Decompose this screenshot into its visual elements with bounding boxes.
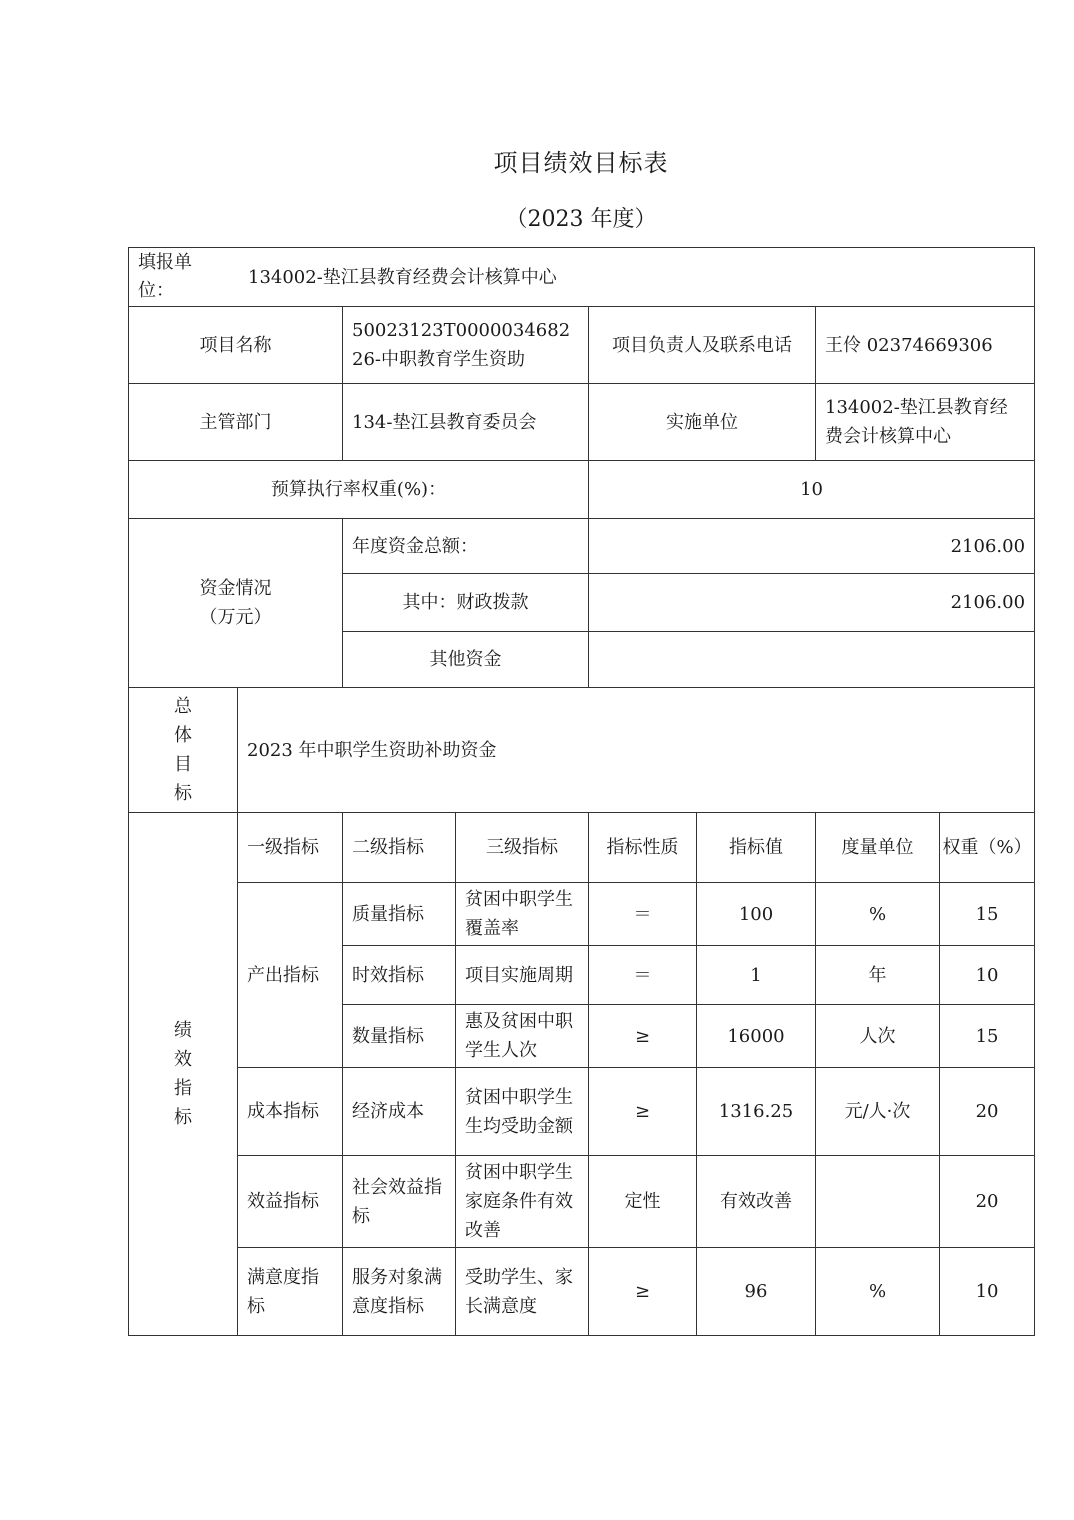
row2-nature: ＝ — [589, 946, 697, 1005]
row1-level2: 质量指标 — [343, 883, 456, 946]
header-weight: 权重（%） — [940, 813, 1035, 883]
row1-unit: % — [816, 883, 940, 946]
budget-weight-label: 预算执行率权重(%)： — [129, 461, 589, 519]
group-benefit: 效益指标 — [238, 1156, 343, 1248]
funds-total-value: 2106.00 — [589, 519, 1035, 574]
row1-nature: ＝ — [589, 883, 697, 946]
row1-level3: 贫困中职学生覆盖率 — [456, 883, 589, 946]
header-level3: 三级指标 — [456, 813, 589, 883]
row5-unit — [816, 1156, 940, 1248]
page-subtitle: （2023 年度） — [505, 207, 657, 232]
overall-goal-label — [129, 688, 238, 813]
row1-weight: 15 — [940, 883, 1035, 946]
fill-unit-row — [129, 248, 1035, 307]
row4-nature: ≥ — [589, 1068, 697, 1156]
group-satisfaction: 满意度指标 — [238, 1248, 343, 1336]
funds-total-label: 年度资金总额： — [343, 519, 589, 574]
row2-level3: 项目实施周期 — [456, 946, 589, 1005]
funds-other-label: 其他资金 — [343, 632, 589, 688]
row2-unit: 年 — [816, 946, 940, 1005]
row6-weight: 10 — [940, 1248, 1035, 1336]
funds-label — [129, 519, 343, 688]
supervisor-dept-value: 134-垫江县教育委员会 — [343, 384, 589, 461]
row5-weight: 20 — [940, 1156, 1035, 1248]
row3-nature: ≥ — [589, 1005, 697, 1068]
row6-level2: 服务对象满意度指标 — [343, 1248, 456, 1336]
row3-level2: 数量指标 — [343, 1005, 456, 1068]
budget-weight-value: 10 — [589, 461, 1035, 519]
performance-goal-table — [128, 247, 1035, 1336]
row3-unit: 人次 — [816, 1005, 940, 1068]
row5-level3: 贫困中职学生家庭条件有效改善 — [456, 1156, 589, 1248]
header-nature: 指标性质 — [589, 813, 697, 883]
row3-value: 16000 — [697, 1005, 816, 1068]
overall-goal-value: 2023 年中职学生资助补助资金 — [238, 688, 1035, 813]
row3-level3: 惠及贫困中职学生人次 — [456, 1005, 589, 1068]
funds-fiscal-label: 其中：财政拨款 — [343, 574, 589, 632]
page-title: 项目绩效目标表 — [493, 149, 669, 177]
funds-label-text: 资金情况（万元） — [199, 578, 272, 628]
responsible-person-label: 项目负责人及联系电话 — [589, 307, 816, 384]
funds-other-value — [589, 632, 1035, 688]
header-level1: 一级指标 — [238, 813, 343, 883]
project-name-value: 50023123T000003468226-中职教育学生资助 — [343, 307, 589, 384]
fill-unit-label: 填报单位： — [138, 252, 192, 301]
project-name-label: 项目名称 — [129, 307, 343, 384]
row6-value: 96 — [697, 1248, 816, 1336]
row5-nature: 定性 — [589, 1156, 697, 1248]
header-level2: 二级指标 — [343, 813, 456, 883]
row6-unit: % — [816, 1248, 940, 1336]
row1-value: 100 — [697, 883, 816, 946]
row5-value: 有效改善 — [697, 1156, 816, 1248]
header-unit: 度量单位 — [816, 813, 940, 883]
row6-nature: ≥ — [589, 1248, 697, 1336]
row2-level2: 时效指标 — [343, 946, 456, 1005]
row3-weight: 15 — [940, 1005, 1035, 1068]
row6-level3: 受助学生、家长满意度 — [456, 1248, 589, 1336]
header-value: 指标值 — [697, 813, 816, 883]
row4-level3: 贫困中职学生生均受助金额 — [456, 1068, 589, 1156]
performance-label — [129, 813, 238, 1336]
group-cost: 成本指标 — [238, 1068, 343, 1156]
row4-weight: 20 — [940, 1068, 1035, 1156]
row4-level2: 经济成本 — [343, 1068, 456, 1156]
row2-value: 1 — [697, 946, 816, 1005]
row5-level2: 社会效益指标 — [343, 1156, 456, 1248]
group-output: 产出指标 — [238, 883, 343, 1068]
responsible-person-value: 王伶 02374669306 — [816, 307, 1035, 384]
row4-value: 1316.25 — [697, 1068, 816, 1156]
performance-label-text: 绩效指标 — [174, 1020, 192, 1128]
impl-unit-value: 134002-垫江县教育经费会计核算中心 — [816, 384, 1035, 461]
row4-unit: 元/人·次 — [816, 1068, 940, 1156]
funds-fiscal-value: 2106.00 — [589, 574, 1035, 632]
fill-unit-value: 134002-垫江县教育经费会计核算中心 — [248, 266, 557, 288]
overall-goal-label-text: 总体目标 — [174, 696, 192, 804]
row2-weight: 10 — [940, 946, 1035, 1005]
supervisor-dept-label: 主管部门 — [129, 384, 343, 461]
impl-unit-label: 实施单位 — [589, 384, 816, 461]
